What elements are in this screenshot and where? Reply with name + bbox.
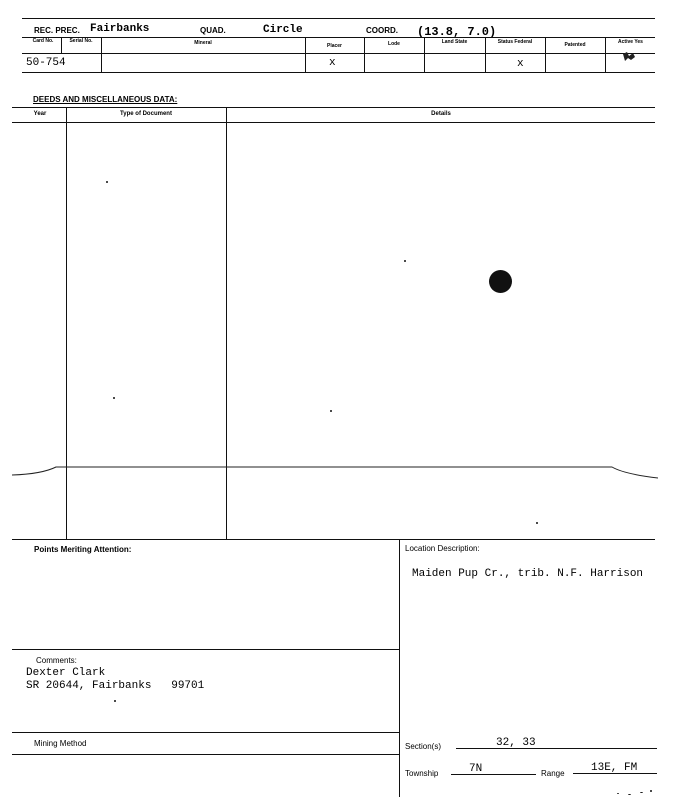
col-land-state-header: Land State [441,39,468,45]
township-label: Township [405,769,439,778]
speck [650,790,652,792]
range-label: Range [541,769,565,778]
table-bottom-rule [22,72,655,73]
col-placer-header: Placer [326,43,342,49]
range-value: 13E, FM [573,762,657,774]
ink-scribble-mark [622,50,636,62]
card-no-value: 50-754 [26,57,66,69]
coord-value: (13.8, 7.0) [417,25,497,39]
quad-value: Circle [263,24,303,36]
section-label: Section(s) [405,742,442,751]
lower-top-rule [12,539,655,540]
federal-value: x [517,58,524,70]
col-divider [61,37,62,53]
speck [617,793,619,794]
table-header-rule [22,53,655,54]
rec-prec-value: Fairbanks [90,23,150,35]
col-lode-header: Lode [388,41,400,47]
comments-top-rule [12,649,399,650]
speck [113,397,115,399]
speck [628,794,631,795]
mining-top-rule [12,732,399,733]
points-label: Points Meriting Attention: [34,545,132,554]
col-patented-header: Patented [564,42,586,48]
col-divider [101,37,102,72]
col-card-no-header: Card No. [32,38,54,44]
lower-col-divider [399,539,400,797]
location-label: Location Description: [405,544,480,553]
punch-hole-dot [489,270,512,293]
coord-label: COORD. [366,26,398,35]
comments-line-1: Dexter Clark [26,667,106,679]
speck [330,410,332,412]
deeds-section-title: DEEDS AND MISCELLANEOUS DATA: [33,95,178,104]
mining-label: Mining Method [34,739,87,748]
top-rule [22,18,655,19]
col-status-federal-header: Status Federal [497,39,533,45]
col-active-header: Active Yes [618,39,643,45]
col-serial-no-header: Serial No. [69,38,93,44]
quad-label: QUAD. [200,26,226,35]
speck [404,260,406,262]
rec-prec-label: REC. PREC. [34,26,80,35]
township-value: 7N [451,763,536,775]
col-divider [305,37,306,72]
deeds-top-rule [12,107,655,108]
col-details-header: Details [431,111,451,117]
deeds-header-rule [12,122,655,123]
speck [536,522,538,524]
speck [106,181,108,183]
comments-line-2: SR 20644, Fairbanks 99701 [26,680,205,692]
speck [640,792,643,793]
location-value: Maiden Pup Cr., trib. N.F. Harrison [412,568,644,580]
page-fold-line [12,458,658,482]
table-top-rule [22,37,655,38]
col-type-header: Type of Document [120,111,172,117]
comments-label: Comments: [36,656,77,665]
section-value: 32, 33 [456,737,657,749]
speck [114,700,116,702]
col-mineral-header: Mineral [194,40,212,46]
placer-value: x [329,57,336,69]
mining-bottom-rule [12,754,399,755]
col-year-header: Year [33,111,47,117]
